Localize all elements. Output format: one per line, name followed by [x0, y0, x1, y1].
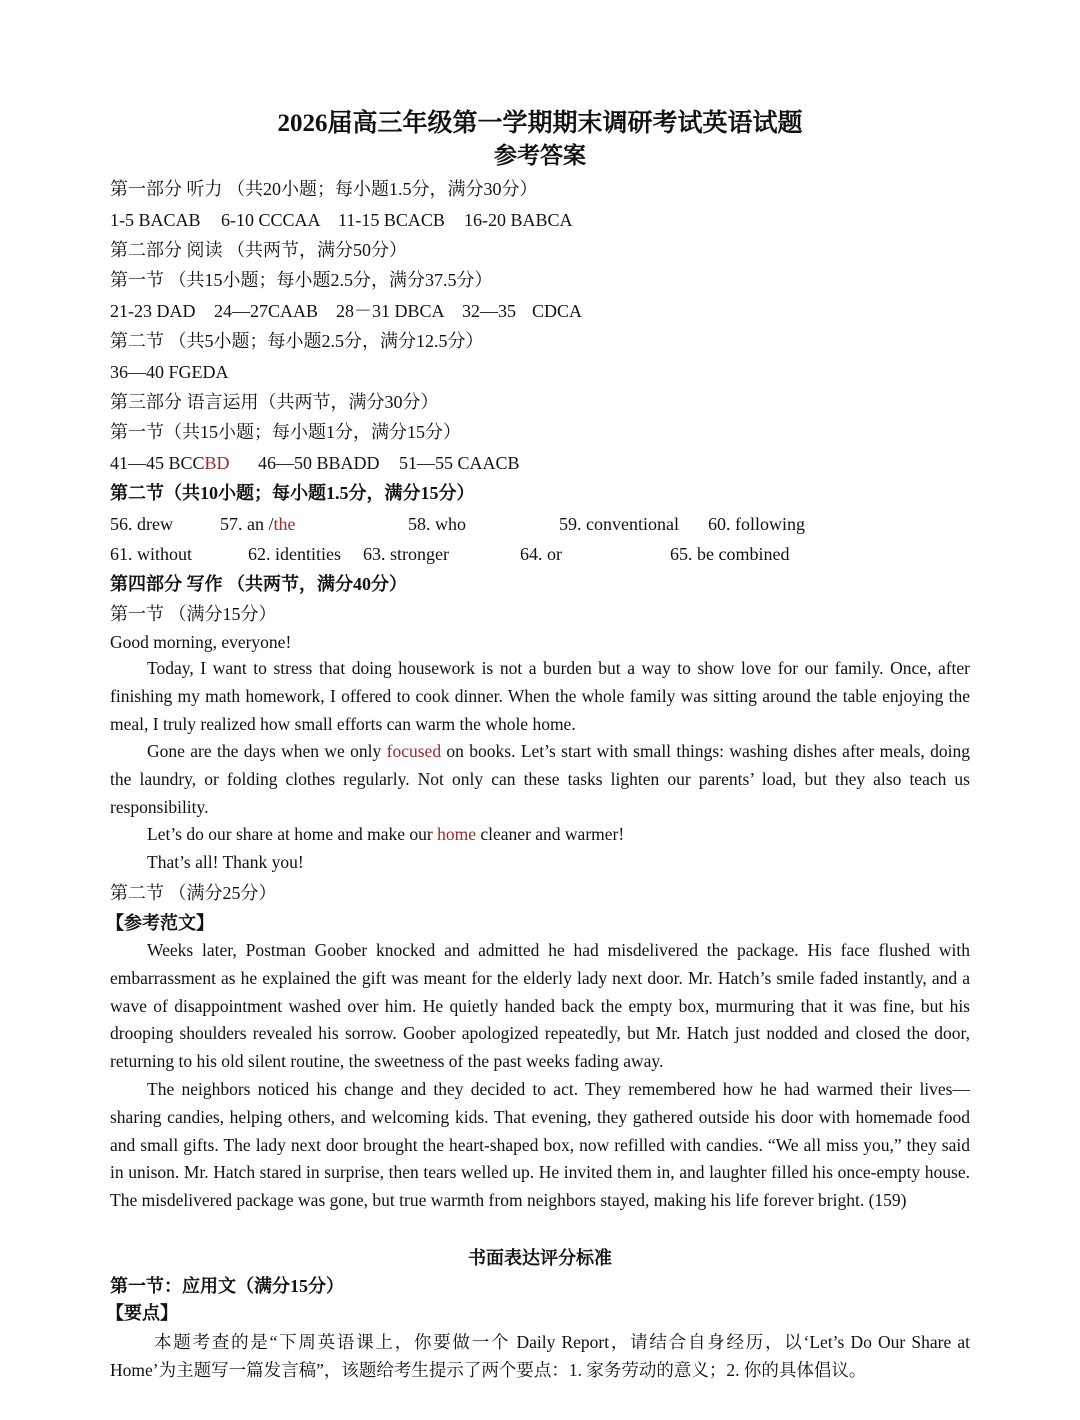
paragraph-text: Let’s do our share at home and make our [147, 824, 438, 844]
highlighted-word: home [437, 824, 477, 844]
speech-greeting: Good morning, everyone! [110, 632, 292, 652]
page-subtitle: 参考答案 [494, 143, 586, 168]
answer-group: 32—35 [462, 301, 516, 321]
part2-section2-heading: 第二节 （共5小题；每小题2.5分，满分12.5分） [110, 331, 484, 351]
answer-group: 28－31 DBCA [336, 301, 445, 321]
page-title: 2026届高三年级第一学期期末调研考试英语试题 [277, 110, 803, 137]
answer-text: 41—45 BCC [110, 453, 205, 473]
key-points-label: 【要点】 [106, 1303, 178, 1323]
part1-heading: 第一部分 听力 （共20小题；每小题1.5分，满分30分） [110, 179, 538, 199]
highlighted-word: focused [386, 741, 442, 761]
corrected-answer: BD [204, 453, 230, 473]
cloze-answer: 64. or [520, 544, 562, 564]
answer-group: 1-5 BACAB [110, 210, 201, 230]
sample-essay-paragraph-1: Weeks later, Postman Goober knocked and admitted he had misdelivered the package. His face flushed with embarrassment as he explained the gift was meant for the elderly lady next door. Mr. Hatch’s smile faded instantly, and a wave of disappointment washed over him. He quietly handed back the empty box, murmuring that it was fine, but his drooping shoulders revealed his sorrow. Goober apologized repeatedly, but Mr. Hatch just nodded and closed the door, returning to his old silent routine, the sweetness of the past weeks fading away. [110, 940, 970, 1072]
part3-section1-heading: 第一节（共15小题；每小题1分，满分15分） [110, 422, 461, 442]
cloze-answer: 59. conventional [559, 514, 679, 534]
cloze-answer: 61. without [110, 544, 193, 564]
criteria-section1-heading: 第一节：应用文（满分15分） [110, 1276, 344, 1296]
answer-text: 57. an / [220, 514, 274, 534]
part4-section1-heading: 第一节 （满分15分） [110, 604, 277, 624]
cloze-answer: 62. identities [248, 544, 341, 564]
part3-heading: 第三部分 语言运用（共两节，满分30分） [110, 392, 439, 412]
part2-section1-answers [110, 299, 710, 323]
part1-answers [110, 208, 710, 232]
part3-section1-answers [110, 451, 710, 475]
part2-heading: 第二部分 阅读 （共两节，满分50分） [110, 240, 407, 260]
paragraph-text: Gone are the days when we only [147, 741, 387, 761]
speech-closing: That’s all! Thank you! [147, 852, 304, 872]
answer-group: 46—50 BBADD [258, 453, 380, 473]
part4-heading: 第四部分 写作 （共两节，满分40分） [110, 574, 407, 594]
cloze-answer: 56. drew [110, 514, 173, 534]
answer-group: 21-23 DAD [110, 301, 196, 321]
answer-group: 51—55 CAACB [399, 453, 520, 473]
paragraph-text: cleaner and warmer! [476, 824, 625, 844]
sample-essay-label: 【参考范文】 [106, 913, 214, 933]
speech-paragraph-1: Today, I want to stress that doing housework is not a burden but a way to show love for our family. Once, after finishing my math homework, I offered to cook dinner. When the whole family was sitting around the table enjoying the meal, I truly realized how small efforts can warm the whole home. [110, 658, 970, 734]
sample-essay-paragraph-2: The neighbors noticed his change and they decided to act. They remembered how he had warmed their lives—sharing candies, helping others, and welcoming kids. That evening, they gathered outside his door with homemade food and small gifts. The lady next door brought the heart-shaped box, now refilled with candies. “We all miss you,” they said in unison. Mr. Hatch stared in surprise, then tears welled up. He invited them in, and laughter filled his once-empty house. The misdelivered package was gone, but true warmth from neighbors stayed, making his life forever bright. (159) [110, 1079, 970, 1211]
part3-section2-heading: 第二节（共10小题；每小题1.5分，满分15分） [110, 483, 475, 503]
cloze-answer: 58. who [408, 514, 466, 534]
answer-group [110, 451, 230, 475]
answer-group: 24—27CAAB [214, 301, 319, 321]
speech-paragraph-2 [110, 738, 970, 821]
answer-group: CDCA [532, 301, 583, 321]
cloze-answers-row-1 [110, 512, 870, 536]
corrected-answer: the [273, 514, 296, 534]
answer-group: 6-10 CCCAA [221, 210, 321, 230]
answer-group: 11-15 BCACB [338, 210, 445, 230]
key-points-text: 本题考查的是“下周英语课上，你要做一个 Daily Report，请结合自身经历，以‘Let’s Do Our Share at Home’为主题写一篇发言稿”，该题给考生提示了两个要点：1. 家务劳动的意义；2. 你的具体倡议。 [110, 1332, 970, 1380]
cloze-answer: 65. be combined [670, 544, 790, 564]
speech-paragraph-3 [110, 821, 970, 849]
cloze-answers-row-2 [110, 542, 870, 566]
cloze-answer: 60. following [708, 514, 805, 534]
cloze-answer [220, 512, 296, 536]
part4-section2-heading: 第二节 （满分25分） [110, 883, 277, 903]
answer-group: 16-20 BABCA [464, 210, 573, 230]
paragraph-text: on books. Let’s start with small things: washing dishes after meals, doing the laundry, or folding clothes regularly. Not only can these tasks lighten our parents’ load, but they also teach us responsibility. [110, 741, 970, 817]
scoring-criteria-heading: 书面表达评分标准 [468, 1248, 612, 1268]
part2-section1-heading: 第一节 （共15小题；每小题2.5分，满分37.5分） [110, 270, 493, 290]
part2-section2-answers: 36—40 FGEDA [110, 362, 229, 382]
cloze-answer: 63. stronger [363, 544, 449, 564]
